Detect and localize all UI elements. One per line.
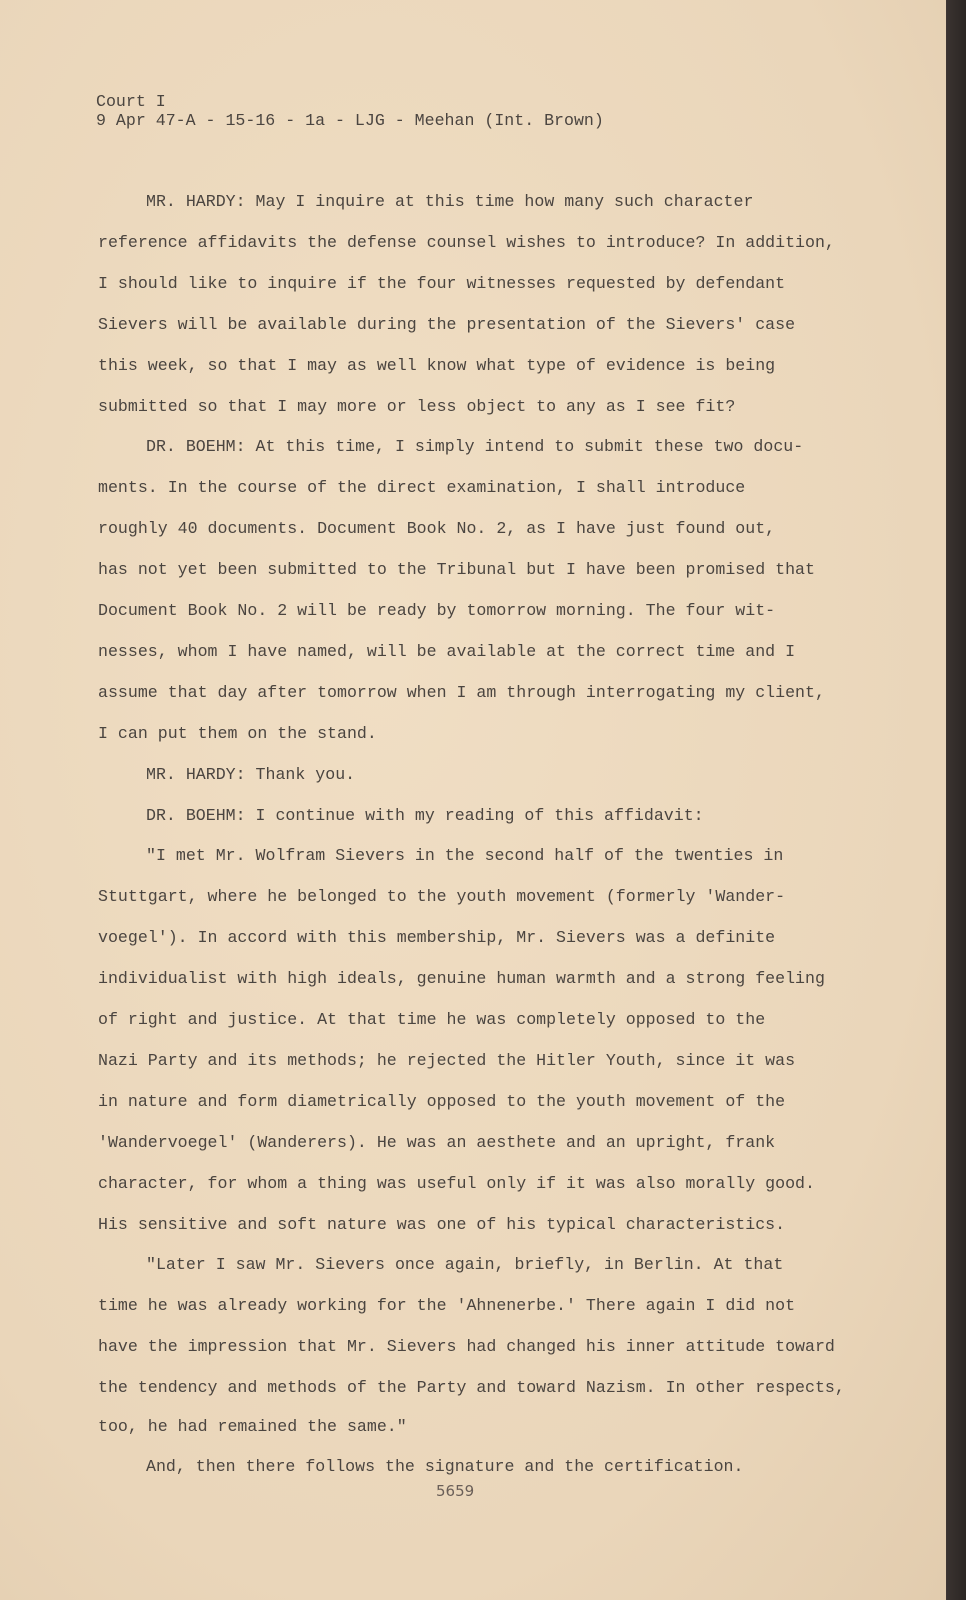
transcript-line: Stuttgart, where he belonged to the youth movement (formerly 'Wander- (98, 887, 786, 907)
transcript-line: nesses, whom I have named, will be available at the correct time and I (98, 641, 796, 661)
transcript-line: individualist with high ideals, genuine human warmth and a strong feeling (98, 969, 825, 989)
transcript-line: in nature and form diametrically opposed to the youth movement of the (98, 1091, 786, 1111)
transcript-line: time he was already working for the 'Ahnenerbe.' There again I did not (98, 1296, 796, 1316)
session-reference: 9 Apr 47-A - 15-16 - 1a - LJG - Meehan (Int. Brown) (96, 111, 604, 130)
transcript-line: have the impression that Mr. Sievers had changed his inner attitude toward (98, 1337, 835, 1357)
transcript-line: too, he had remained the same." (98, 1417, 407, 1436)
transcript-line: of right and justice. At that time he was completely opposed to the (98, 1010, 766, 1029)
transcript-line: Sievers will be available during the presentation of the Sievers' case (98, 314, 796, 334)
transcript-line: Document Book No. 2 will be ready by tomorrow morning. The four wit- (98, 601, 776, 620)
transcript-line: has not yet been submitted to the Tribunal but I have been promised that (98, 560, 815, 580)
transcript-line: this week, so that I may as well know what type of evidence is being (98, 355, 776, 375)
transcript-line: character, for whom a thing was useful only if it was also morally good. (98, 1173, 815, 1193)
court-label: Court I (96, 92, 166, 111)
transcript-line: And, then there follows the signature and the certification. (146, 1457, 744, 1476)
transcript-line: "I met Mr. Wolfram Sievers in the second half of the twenties in (146, 846, 784, 866)
transcript-line: DR. BOEHM: I continue with my reading of this affidavit: (146, 805, 704, 825)
transcript-line: "Later I saw Mr. Sievers once again, briefly, in Berlin. At that (146, 1255, 784, 1275)
transcript-line: submitted so that I may more or less object to any as I see fit? (98, 396, 736, 416)
transcript-line: His sensitive and soft nature was one of his typical characteristics. (98, 1214, 786, 1234)
transcript-line: MR. HARDY: Thank you. (146, 764, 356, 784)
transcript-line: assume that day after tomorrow when I am through interrogating my client, (98, 682, 825, 702)
transcript-line: ments. In the course of the direct examination, I shall introduce (98, 478, 746, 498)
transcript-line: DR. BOEHM: At this time, I simply intend to submit these two docu- (146, 437, 804, 457)
transcript-line: 'Wandervoegel' (Wanderers). He was an aesthete and an upright, frank (98, 1132, 776, 1152)
transcript-line: roughly 40 documents. Document Book No. 2, as I have just found out, (98, 519, 776, 539)
transcript-line: MR. HARDY: May I inquire at this time how many such character (146, 192, 754, 211)
transcript-line: I should like to inquire if the four witnesses requested by defendant (98, 273, 786, 293)
transcript-line: the tendency and methods of the Party and toward Nazism. In other respects, (98, 1378, 845, 1398)
transcript-line: I can put them on the stand. (98, 723, 377, 743)
page-number: 5659 (436, 1482, 475, 1500)
transcript-line: reference affidavits the defense counsel wishes to introduce? In addition, (98, 232, 835, 252)
transcript-line: Nazi Party and its methods; he rejected the Hitler Youth, since it was (98, 1050, 796, 1070)
transcript-line: voegel'). In accord with this membership, Mr. Sievers was a definite (98, 928, 776, 948)
